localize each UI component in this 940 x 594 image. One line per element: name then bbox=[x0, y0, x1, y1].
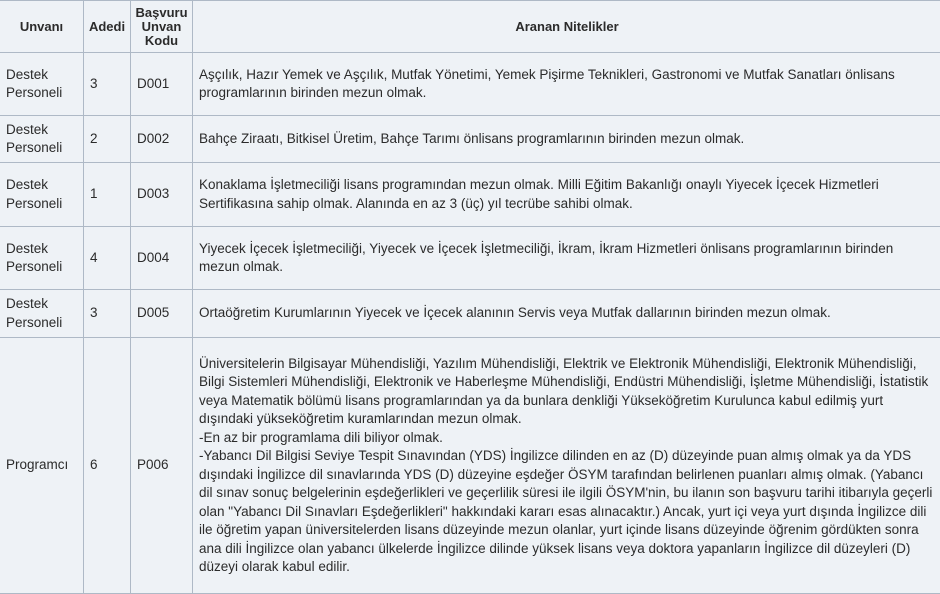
cell-adet: 1 bbox=[84, 163, 131, 227]
table-row bbox=[0, 53, 940, 116]
cell-kod: P006 bbox=[131, 338, 193, 594]
cell-nitelik: Bahçe Ziraatı, Bitkisel Üretim, Bahçe Tarımı önlisans programlarının birinden mezun olmak. bbox=[193, 116, 940, 163]
header-unvan: Unvanı bbox=[0, 1, 84, 53]
cell-unvan: Destek Personeli bbox=[0, 227, 84, 290]
table-row bbox=[0, 290, 940, 338]
cell-kod: D001 bbox=[131, 53, 193, 116]
header-nitelik: Aranan Nitelikler bbox=[193, 1, 940, 53]
header-adet: Adedi bbox=[84, 1, 131, 53]
cell-unvan: Programcı bbox=[0, 338, 84, 594]
cell-unvan: Destek Personeli bbox=[0, 53, 84, 116]
table-row bbox=[0, 116, 940, 163]
table-row bbox=[0, 338, 940, 594]
cell-adet: 4 bbox=[84, 227, 131, 290]
header-kod: Başvuru Unvan Kodu bbox=[131, 1, 193, 53]
cell-kod: D003 bbox=[131, 163, 193, 227]
cell-adet: 3 bbox=[84, 53, 131, 116]
cell-nitelik: Ortaöğretim Kurumlarının Yiyecek ve İçecek alanının Servis veya Mutfak dallarının birinden mezun olmak. bbox=[193, 290, 940, 338]
cell-kod: D004 bbox=[131, 227, 193, 290]
cell-adet: 6 bbox=[84, 338, 131, 594]
nitelik-paragraph: -En az bir programlama dili biliyor olmak. bbox=[199, 429, 443, 445]
cell-unvan: Destek Personeli bbox=[0, 116, 84, 163]
cell-adet: 2 bbox=[84, 116, 131, 163]
cell-unvan: Destek Personeli bbox=[0, 163, 84, 227]
cell-nitelik: Yiyecek İçecek İşletmeciliği, Yiyecek ve İçecek İşletmeciliği, İkram, İkram Hizmetleri önlisans programlarının birinden mezun olmak. bbox=[193, 227, 940, 290]
nitelik-paragraph: Üniversitelerin Bilgisayar Mühendisliği, Yazılım Mühendisliği, Elektrik ve Elektronik Mühendisliği, Elektronik Mühendisliği, Bilgi Sistemleri Mühendisliği, Elektronik ve Haberleşme Mühendisliği, Endüstri Mühendisliği, İşletme Mühendisliği, İstatistik veya Matematik bölümü lisans programlarından ya da bunlara denkliği Yükseköğretim Kurulunca kabul edilmiş yurt dışındaki yükseköğretim kuramlarından mezun olmak. bbox=[199, 355, 929, 426]
cell-nitelik bbox=[193, 338, 940, 594]
header-row bbox=[0, 1, 940, 53]
table-row bbox=[0, 227, 940, 290]
cell-unvan: Destek Personeli bbox=[0, 290, 84, 338]
cell-kod: D005 bbox=[131, 290, 193, 338]
table-row bbox=[0, 163, 940, 227]
nitelik-paragraph: -Yabancı Dil Bilgisi Seviye Tespit Sınavından (YDS) İngilizce dilinden en az (D) düzeyinde puan almış olmak ya da YDS dışındaki İngilizce dil sınavlarında YDS (D) düzeyine eşdeğer ÖSYM tarafından belirlenen puanları almış olmak. (Yabancı dil sınav sonuç belgelerinin eşdeğerlikleri ve geçerlilik süresi ile ilgili ÖSYM'nin, bu ilanın son başvuru tarihi itibarıyla geçerli olan "Yabancı Dil Sınavları Eşdeğerlikleri" hakkındaki kararı esas alınacaktır.) Ancak, yurt içi veya yurt dışında İngilizce dili ile öğretim yapan üniversitelerden lisans düzeyinde mezun olanlar, yurt içinde lisans düzeyinde öğrenim gördükten sonra ana dili İngilizce olan yabancı ülkelerde İngilizce dilinde yüksek lisans veya doktora yapanların İngilizce dil düzeyleri (D) düzeyi olarak kabul edilir. bbox=[199, 448, 933, 574]
cell-nitelik: Aşçılık, Hazır Yemek ve Aşçılık, Mutfak Yönetimi, Yemek Pişirme Teknikleri, Gastronomi ve Mutfak Sanatları önlisans programlarının birinden mezun olmak. bbox=[193, 53, 940, 116]
cell-adet: 3 bbox=[84, 290, 131, 338]
cell-nitelik: Konaklama İşletmeciliği lisans programından mezun olmak. Milli Eğitim Bakanlığı onaylı Yiyecek İçecek Hizmetleri Sertifikasına sahip olmak. Alanında en az 3 (üç) yıl tecrübe sahibi olmak. bbox=[193, 163, 940, 227]
cell-kod: D002 bbox=[131, 116, 193, 163]
